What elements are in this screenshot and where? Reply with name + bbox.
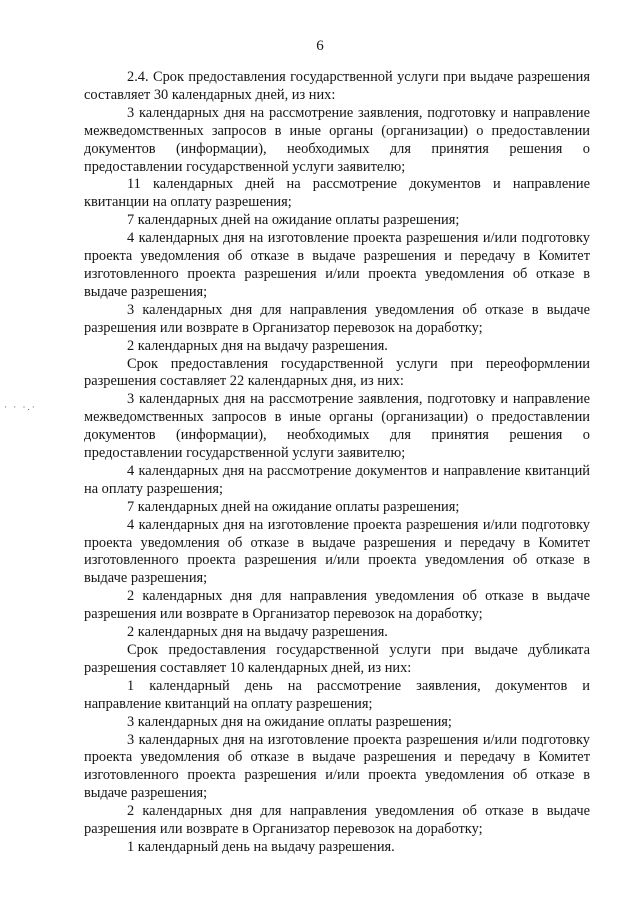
page-number: 6: [316, 38, 324, 54]
paragraph: 2 календарных дня для направления уведомления об отказе в выдаче разрешения или возврате в Организатор перевозок на доработку;: [84, 803, 590, 838]
paragraph: 1 календарный день на выдачу разрешения.: [127, 838, 395, 855]
paragraph: 4 календарных дня на изготовление проекта разрешения и/или подготовку проекта уведомления об отказе в выдаче разрешения и передачу в Комитет изготовленного проекта разрешения и/или проекта уведомления об отказе в выдаче разрешения;: [84, 230, 590, 300]
paragraph: Срок предоставления государственной услуги при выдаче дубликата разрешения составляет 10 календарных дней, из них:: [84, 642, 590, 676]
paragraph: 4 календарных дня на изготовление проекта разрешения и/или подготовку проекта уведомления об отказе в выдаче разрешения и передачу в Комитет изготовленного проекта разрешения и/или проекта уведомления об отказе в выдаче разрешения;: [84, 516, 590, 587]
paragraph: 7 календарных дней на ожидание оплаты разрешения;: [127, 212, 460, 229]
paragraph: 2 календарных дня для направления уведомления об отказе в выдаче разрешения или возврате в Организатор перевозок на доработку;: [84, 588, 590, 623]
paragraph: 4 календарных дня на рассмотрение документов и направление квитанций на оплату разрешения;: [84, 462, 590, 497]
paragraph: 2.4. Срок предоставления государственной услуги при выдаче разрешения составляет 30 календарных дней, из них:: [84, 69, 590, 103]
paragraph: 2 календарных дня на выдачу разрешения.: [127, 624, 388, 641]
paragraph: 3 календарных дня на изготовление проекта разрешения и/или подготовку проекта уведомления об отказе в выдаче разрешения и передачу в Комитет изготовленного проекта разрешения и/или проекта уведомления об отказе в выдаче разрешения;: [84, 731, 590, 802]
scan-artifact: · · ·.·: [4, 402, 37, 412]
paragraph: 11 календарных дней на рассмотрение документов и направление квитанции на оплату разрешения;: [84, 176, 590, 211]
document-body: [84, 69, 590, 857]
paragraph: Срок предоставления государственной услуги при переоформлении разрешения составляет 22 календарных дня, из них:: [84, 355, 590, 390]
paragraph: 3 календарных дня на рассмотрение заявления, подготовку и направление межведомственных запросов в иные органы (организации) о предоставлении документов (информации), необходимых для принятия решения о предоставлении государственной услуги заявителю;: [84, 391, 590, 462]
paragraph: 3 календарных дня на рассмотрение заявления, подготовку и направление межведомственных запросов в иные органы (организации) о предоставлении документов (информации), необходимых для принятия решения о предоставлении государственной услуги заявителю;: [84, 104, 590, 175]
paragraph: 7 календарных дней на ожидание оплаты разрешения;: [127, 498, 460, 515]
paragraph: 2 календарных дня на выдачу разрешения.: [127, 337, 388, 354]
paragraph: 3 календарных дня для направления уведомления об отказе в выдаче разрешения или возврате в Организатор перевозок на доработку;: [84, 301, 590, 336]
paragraph: 3 календарных дня на ожидание оплаты разрешения;: [127, 713, 452, 730]
paragraph: 1 календарный день на рассмотрение заявления, документов и направление квитанций на оплату разрешения;: [84, 677, 590, 712]
